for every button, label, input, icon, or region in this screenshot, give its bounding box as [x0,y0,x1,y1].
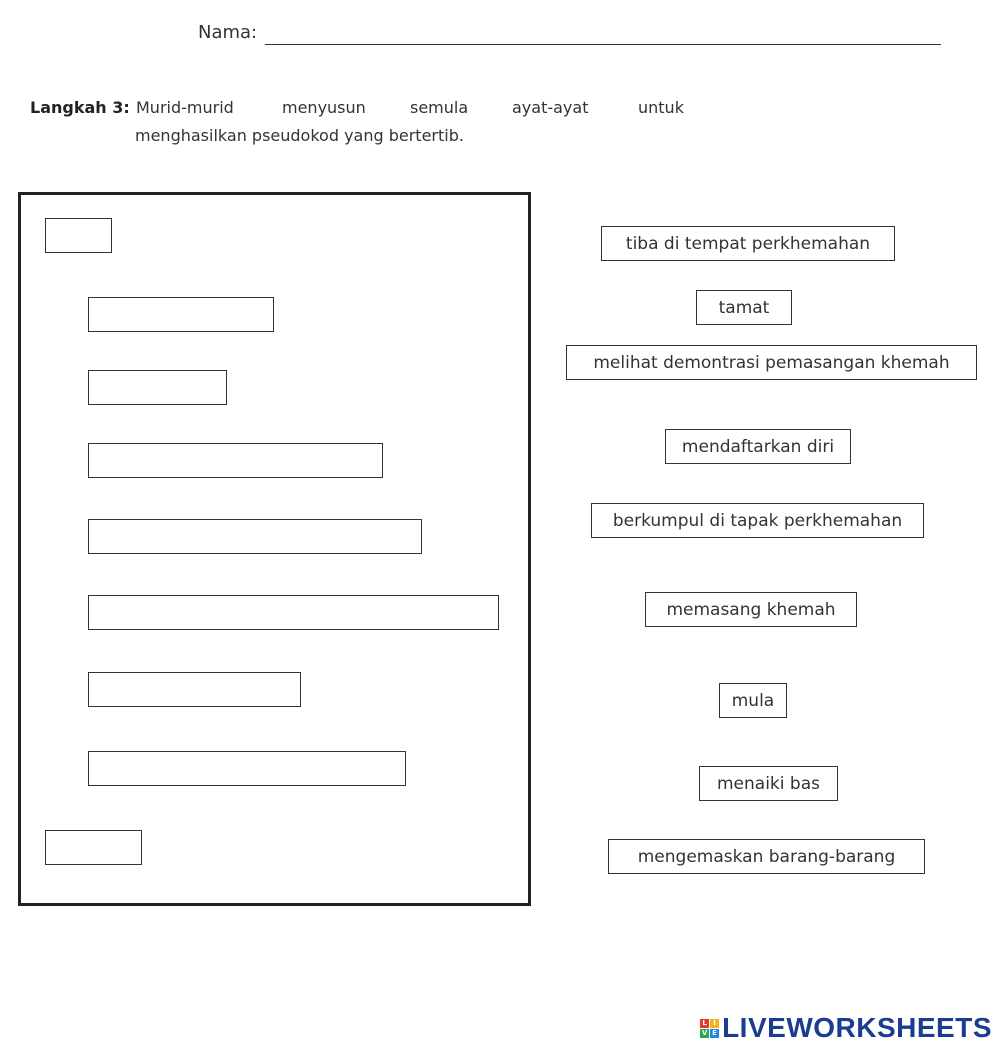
step-label: Langkah 3: [30,98,130,117]
card-menaiki-bas[interactable]: menaiki bas [699,766,838,801]
drop-slot-8[interactable] [88,751,406,786]
drop-slot-6[interactable] [88,595,499,630]
card-memasang-khemah[interactable]: memasang khemah [645,592,857,627]
card-mengemaskan-barang[interactable]: mengemaskan barang-barang [608,839,925,874]
liveworksheets-grid-icon [700,1019,719,1038]
drop-slot-5[interactable] [88,519,422,554]
card-melihat-demontrasi[interactable]: melihat demontrasi pemasangan khemah [566,345,977,380]
drop-slot-9[interactable] [45,830,142,865]
drop-slot-1[interactable] [45,218,112,253]
drop-slot-4[interactable] [88,443,383,478]
name-input-line[interactable] [265,44,941,45]
card-tiba-di-tempat-perkhemahan[interactable]: tiba di tempat perkhemahan [601,226,895,261]
logo-letter-i: I [710,1019,719,1028]
instruction-word: menyusun [282,98,366,117]
instruction-word: Murid-murid [136,98,234,117]
liveworksheets-logo [700,1012,992,1044]
instruction-word: semula [410,98,469,117]
name-label: Nama: [198,22,258,43]
drop-slot-7[interactable] [88,672,301,707]
instruction-word: untuk [638,98,684,117]
card-mula[interactable]: mula [719,683,787,718]
liveworksheets-logo-text: LIVEWORKSHEETS [722,1012,992,1043]
drop-slot-3[interactable] [88,370,227,405]
drop-slot-2[interactable] [88,297,274,332]
instruction-line-2: menghasilkan pseudokod yang bertertib. [135,126,464,145]
logo-letter-e: E [710,1029,719,1038]
card-berkumpul-di-tapak[interactable]: berkumpul di tapak perkhemahan [591,503,924,538]
instruction-word: ayat-ayat [512,98,589,117]
logo-letter-v: V [701,1028,708,1037]
card-tamat[interactable]: tamat [696,290,792,325]
card-mendaftarkan-diri[interactable]: mendaftarkan diri [665,429,851,464]
logo-letter-l: L [700,1019,709,1028]
